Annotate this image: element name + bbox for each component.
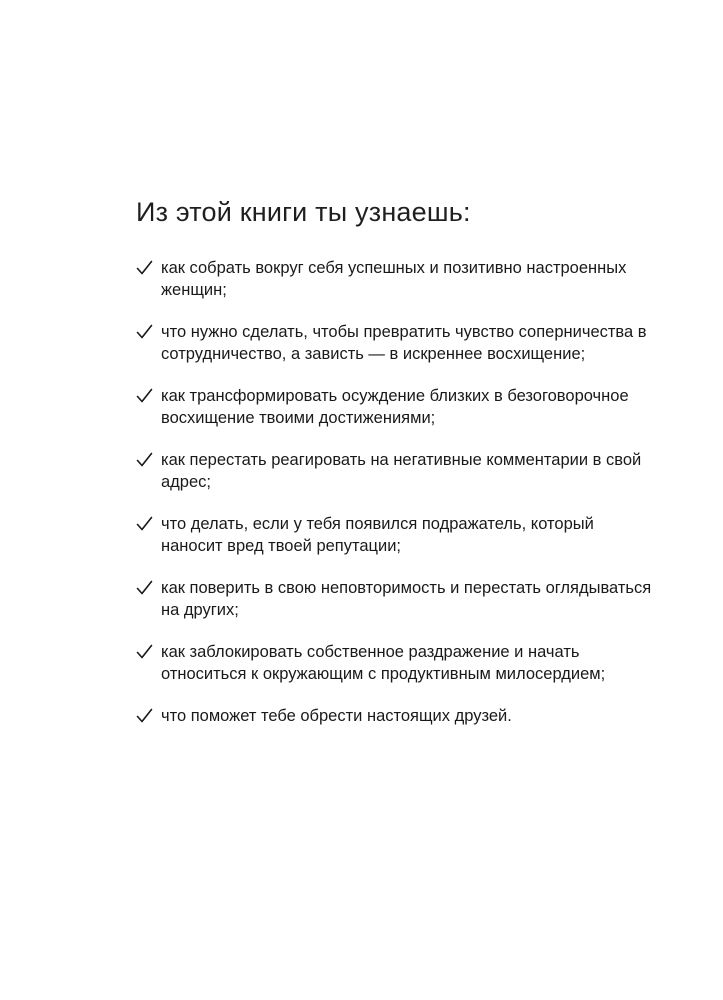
check-mark-icon [136,644,153,660]
list-item [136,577,656,621]
list-item [136,257,656,301]
check-mark-icon [136,708,153,724]
list-item-text: как поверить в свою неповторимость и перестать оглядываться на других; [161,579,652,619]
list-item-text: как заблокировать собственное раздражение и начать относиться к окружающим с продуктивным милосердием; [161,643,606,683]
list-item [136,641,656,685]
check-mark-icon [136,516,153,532]
list-item-text: что нужно сделать, чтобы превратить чувство соперничества в сотрудничество, а зависть — в искреннее восхищение; [161,323,647,363]
list-item [136,449,656,493]
list-item-text: как перестать реагировать на негативные комментарии в свой адрес; [161,451,642,491]
list-item [136,513,656,557]
list-item-text: что поможет тебе обрести настоящих друзей. [161,707,512,725]
check-mark-icon [136,580,153,596]
list-item-text: что делать, если у тебя появился подражатель, который наносит вред твоей репутации; [161,515,594,555]
check-mark-icon [136,388,153,404]
list-item-text: как трансформировать осуждение близких в безоговорочное восхищение твоими достижениями; [161,387,629,427]
check-mark-icon [136,260,153,276]
check-mark-icon [136,452,153,468]
list-item [136,705,656,727]
benefits-list [136,257,656,747]
list-item-text: как собрать вокруг себя успешных и позитивно настроенных женщин; [161,259,627,299]
list-item [136,321,656,365]
page-heading: Из этой книги ты узнаешь: [136,197,471,227]
check-mark-icon [136,324,153,340]
list-item [136,385,656,429]
